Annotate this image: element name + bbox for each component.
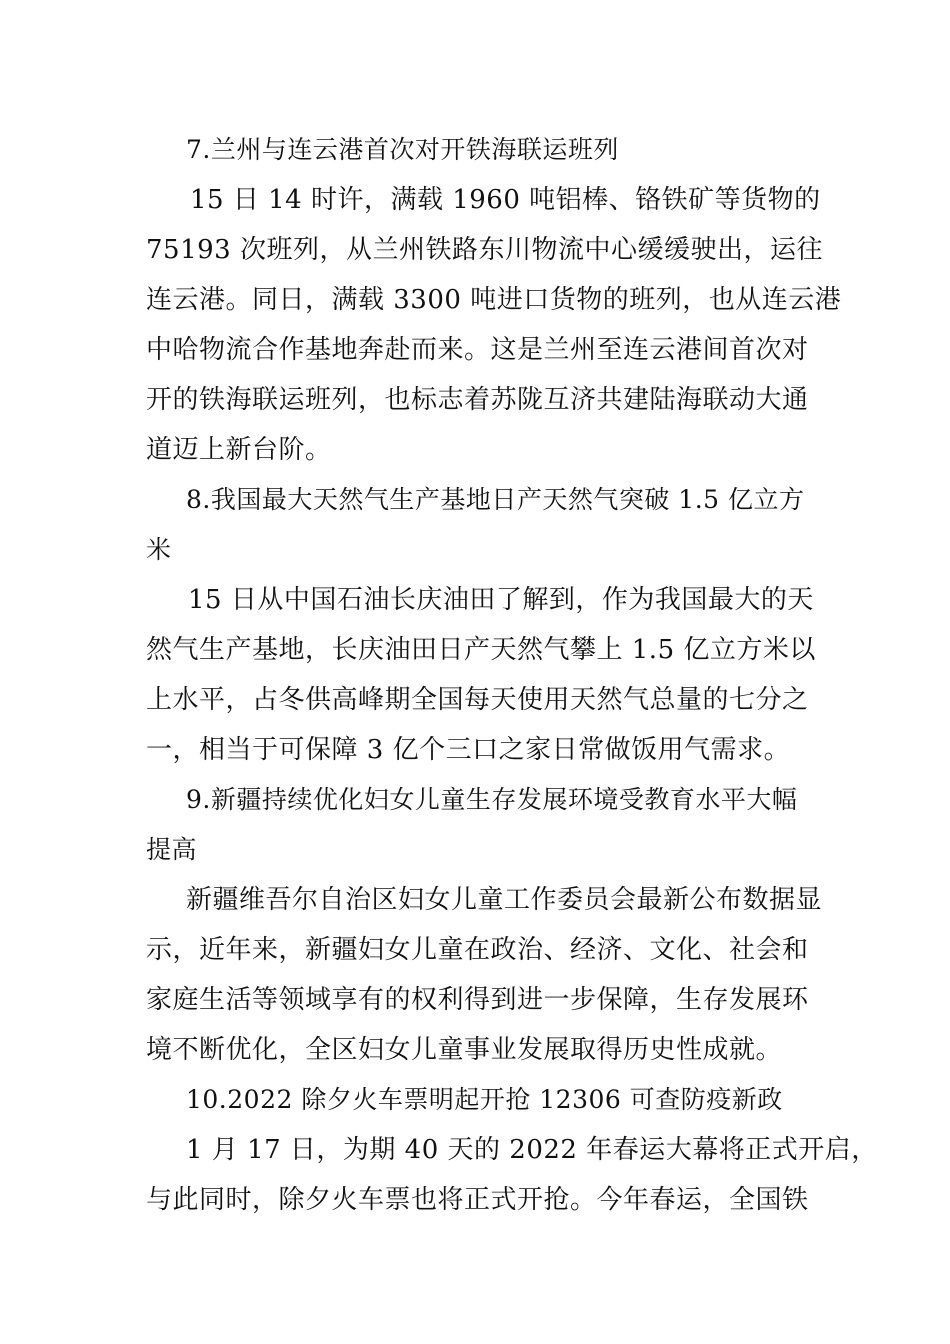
paragraph-line: 1 月 17 日，为期 40 天的 2022 年春运大幕将正式开启， <box>186 1135 878 1165</box>
paragraph-line: 然气生产基地，长庆油田日产天然气攀上 1.5 亿立方米以 <box>146 635 816 665</box>
section-heading-8: 8.我国最大天然气生产基地日产天然气突破 1.5 亿立方 <box>186 485 805 514</box>
paragraph-line: 15 日从中国石油长庆油田了解到，作为我国最大的天 <box>188 585 814 615</box>
paragraph-line: 一，相当于可保障 3 亿个三口之家日常做饭用气需求。 <box>146 735 791 765</box>
paragraph-line: 道迈上新台阶。 <box>146 435 332 465</box>
paragraph-line: 家庭生活等领域享有的权利得到进一步保障，生存发展环 <box>146 985 809 1015</box>
paragraph-line: 境不断优化，全区妇女儿童事业发展取得历史性成就。 <box>146 1035 783 1065</box>
paragraph-line: 示，近年来，新疆妇女儿童在政治、经济、文化、社会和 <box>146 935 809 965</box>
section-heading-9-continued: 提高 <box>146 835 198 864</box>
paragraph-line: 开的铁海联运班列，也标志着苏陇互济共建陆海联动大通 <box>146 385 809 415</box>
paragraph-line: 与此同时，除夕火车票也将正式开抢。今年春运，全国铁 <box>146 1185 809 1215</box>
section-heading-10: 10.2022 除夕火车票明起开抢 12306 可查防疫新政 <box>186 1085 783 1114</box>
paragraph-line: 15 日 14 时许，满载 1960 吨铝棒、铬铁矿等货物的 <box>190 185 821 215</box>
paragraph-line: 中哈物流合作基地奔赴而来。这是兰州至连云港间首次对 <box>146 335 809 365</box>
paragraph-line: 上水平，占冬供高峰期全国每天使用天然气总量的七分之 <box>146 685 809 715</box>
section-heading-7: 7.兰州与连云港首次对开铁海联运班列 <box>186 135 619 164</box>
paragraph-line: 75193 次班列，从兰州铁路东川物流中心缓缓驶出，运往 <box>146 235 823 265</box>
section-heading-9: 9.新疆持续优化妇女儿童生存发展环境受教育水平大幅 <box>186 785 798 814</box>
section-heading-8-continued: 米 <box>146 535 172 564</box>
paragraph-line: 新疆维吾尔自治区妇女儿童工作委员会最新公布数据显 <box>186 885 823 915</box>
paragraph-line: 连云港。同日，满载 3300 吨进口货物的班列，也从连云港 <box>146 285 842 315</box>
